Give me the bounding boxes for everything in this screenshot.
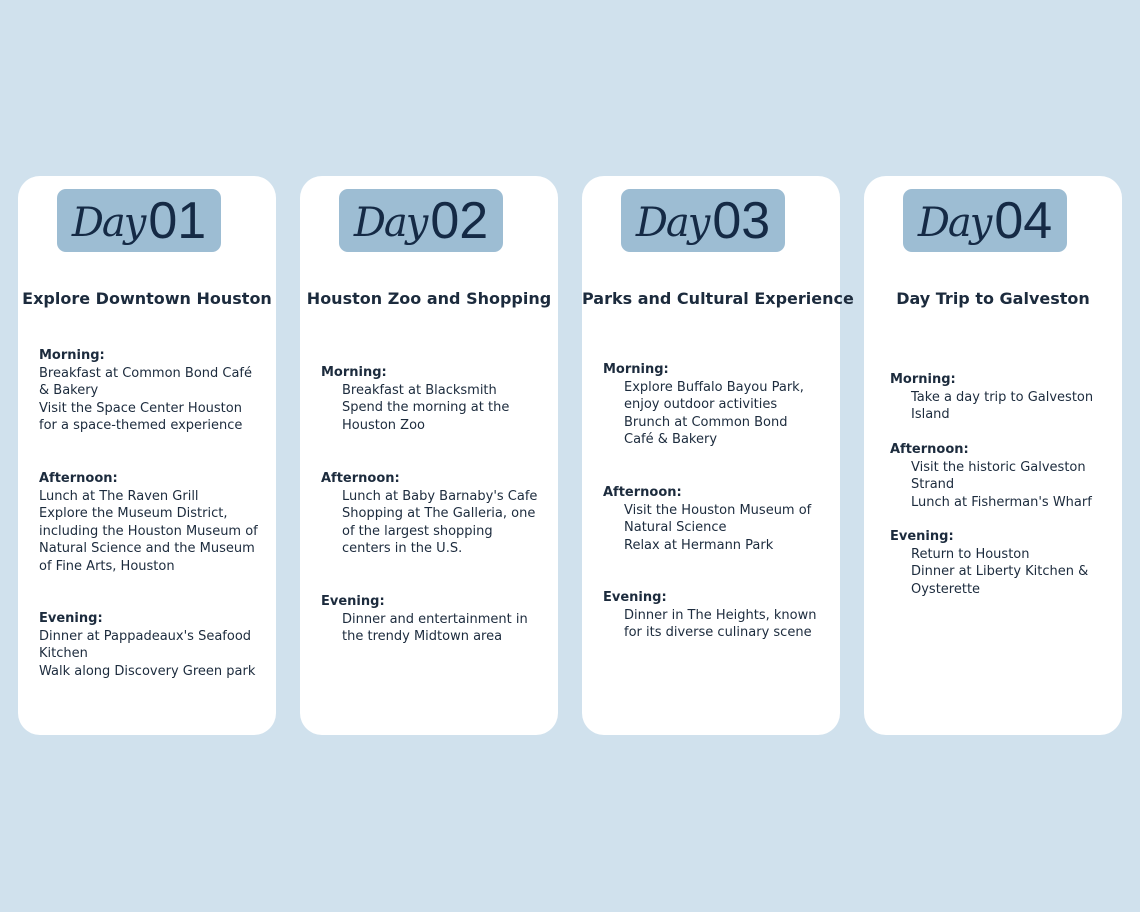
activity-item: Shopping at The Galleria, one of the largest shopping centers in the U.S.: [342, 506, 536, 556]
day-number: 03: [712, 191, 771, 250]
activity-item: Breakfast at Blacksmith: [342, 382, 497, 398]
afternoon-section: [39, 470, 259, 575]
activity-item: Return to Houston: [911, 546, 1030, 562]
day-title: Explore Downtown Houston: [22, 289, 272, 308]
morning-label: Morning:: [890, 372, 956, 387]
afternoon-section: [603, 484, 821, 554]
activity-item: Dinner and entertainment in the trendy Midtown area: [342, 611, 528, 644]
evening-label: Evening:: [603, 590, 667, 605]
activity-item: Explore Buffalo Bayou Park, enjoy outdoor activities: [624, 379, 804, 412]
day-title: Parks and Cultural Experience: [582, 289, 854, 308]
morning-section: [890, 371, 1102, 424]
day-card-1: [18, 176, 276, 735]
afternoon-label: Afternoon:: [890, 442, 969, 457]
day-number: 02: [430, 191, 489, 250]
day-word: Day: [917, 199, 991, 246]
activity-item: Brunch at Common Bond Café & Bakery: [624, 414, 788, 447]
afternoon-section: [890, 441, 1102, 511]
activity-item: Lunch at Baby Barnaby's Cafe: [342, 488, 538, 504]
day-number: 04: [994, 191, 1053, 250]
activity-item: Dinner at Liberty Kitchen & Oysterette: [911, 564, 1089, 597]
evening-section: [890, 528, 1102, 598]
afternoon-label: Afternoon:: [39, 471, 118, 486]
activity-item: Visit the Space Center Houston for a space-themed experience: [39, 400, 243, 433]
activity-item: Visit the Houston Museum of Natural Science: [624, 502, 812, 535]
activity-item: Lunch at The Raven Grill: [39, 488, 199, 504]
morning-section: [39, 347, 259, 435]
activity-item: Visit the historic Galveston Strand: [911, 459, 1086, 492]
morning-label: Morning:: [603, 362, 669, 377]
day-card-3: [582, 176, 854, 735]
day-title: Day Trip to Galveston: [896, 289, 1090, 308]
activity-item: Lunch at Fisherman's Wharf: [911, 494, 1092, 510]
day-card-2: [300, 176, 558, 735]
day-word: Day: [635, 199, 709, 246]
activity-item: Dinner in The Heights, known for its diverse culinary scene: [624, 607, 817, 640]
day-badge: [339, 189, 503, 252]
morning-section: [603, 361, 821, 449]
day-badge: [57, 189, 221, 252]
day-number: 01: [148, 191, 207, 250]
evening-label: Evening:: [39, 611, 103, 626]
evening-section: [603, 589, 821, 642]
activity-item: Spend the morning at the Houston Zoo: [342, 400, 510, 433]
activity-item: Breakfast at Common Bond Café & Bakery: [39, 365, 253, 398]
evening-section: [321, 593, 539, 646]
activity-item: Explore the Museum District, including the Houston Museum of Natural Science and the Museum of Fine Arts, Houston: [39, 506, 258, 574]
day-badge: [621, 189, 785, 252]
evening-label: Evening:: [890, 529, 954, 544]
activity-item: Walk along Discovery Green park: [39, 663, 256, 679]
morning-label: Morning:: [321, 365, 387, 380]
day-card-4: [864, 176, 1122, 735]
activity-item: Dinner at Pappadeaux's Seafood Kitchen: [39, 628, 252, 661]
afternoon-label: Afternoon:: [321, 471, 400, 486]
activity-item: Take a day trip to Galveston Island: [911, 389, 1094, 422]
day-title: Houston Zoo and Shopping: [306, 289, 552, 308]
afternoon-section: [321, 470, 539, 558]
morning-label: Morning:: [39, 348, 105, 363]
morning-section: [321, 364, 539, 434]
day-word: Day: [71, 199, 145, 246]
activity-item: Relax at Hermann Park: [624, 537, 774, 553]
day-badge: [903, 189, 1067, 252]
day-word: Day: [353, 199, 427, 246]
evening-label: Evening:: [321, 594, 385, 609]
afternoon-label: Afternoon:: [603, 485, 682, 500]
evening-section: [39, 610, 259, 680]
